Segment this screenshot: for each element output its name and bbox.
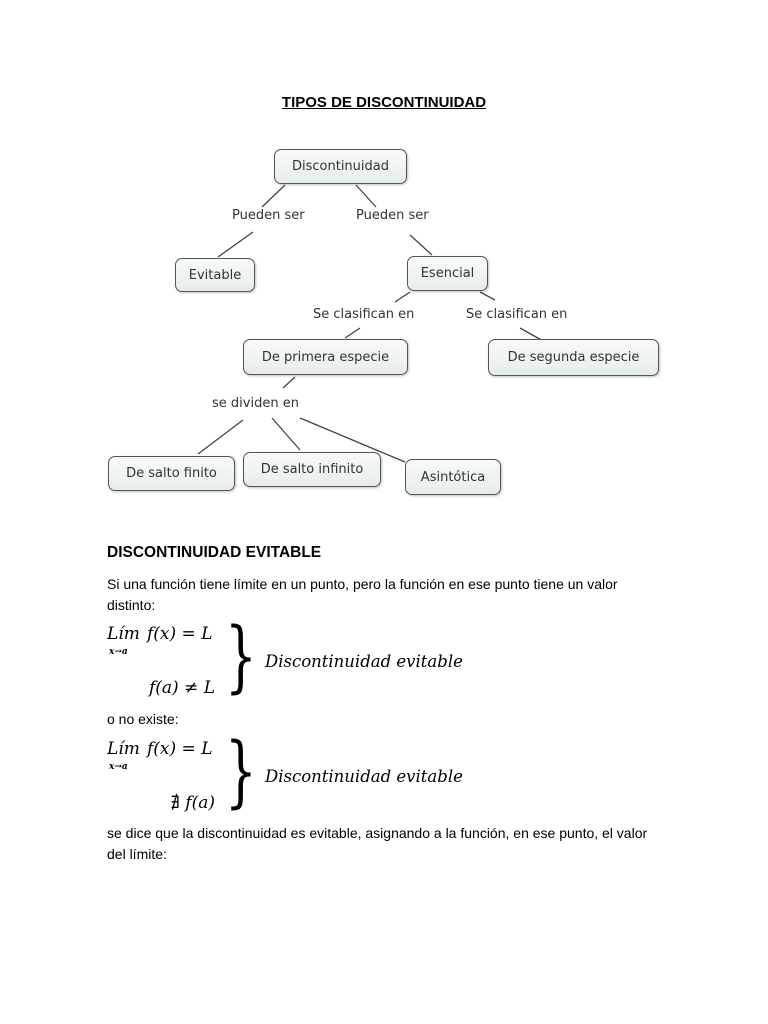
page-title: TIPOS DE DISCONTINUIDAD [281,94,487,111]
right-brace: } [225,611,257,702]
node-salto-finito: De salto finito [108,456,235,491]
formula-block-2 [107,726,487,817]
link-label-se-clasifican-left: Se clasifican en [313,307,415,322]
limit-subscript: x→a [109,647,128,657]
node-primera-especie: De primera especie [243,339,408,375]
right-brace: } [225,726,257,817]
formula-result: Discontinuidad evitable [265,652,463,671]
formula-block-1 [107,611,487,702]
node-esencial: Esencial [407,256,488,291]
condition-expression: ∄ f(a) [170,793,215,813]
node-evitable: Evitable [175,258,255,292]
formula-result: Discontinuidad evitable [265,767,463,786]
node-salto-infinito: De salto infinito [243,452,381,487]
node-discontinuidad: Discontinuidad [274,149,407,184]
limit-expression: f(x) = L [147,624,213,644]
section-heading: DISCONTINUIDAD EVITABLE [107,544,322,561]
limit-expression: f(x) = L [147,739,213,759]
limit-subscript: x→a [109,762,128,772]
link-label-pueden-ser-right: Pueden ser [356,208,429,223]
limit-operator: Lím [107,624,140,644]
limit-operator: Lím [107,739,140,759]
link-label-pueden-ser-left: Pueden ser [232,208,305,223]
link-label-se-dividen: se dividen en [212,396,299,411]
condition-expression: f(a) ≠ L [148,678,215,698]
intro-paragraph: Si una función tiene límite en un punto, pero la función en ese punto tiene un valor distinto: [107,576,618,613]
link-label-se-clasifican-right: Se clasifican en [466,307,568,322]
node-segunda-especie: De segunda especie [488,339,659,376]
node-asintotica: Asintótica [405,459,501,495]
no-existe-paragraph: o no existe: [107,711,179,727]
conclusion-paragraph: se dice que la discontinuidad es evitable, asignando a la función, en ese punto, el valor del límite: [107,825,648,862]
